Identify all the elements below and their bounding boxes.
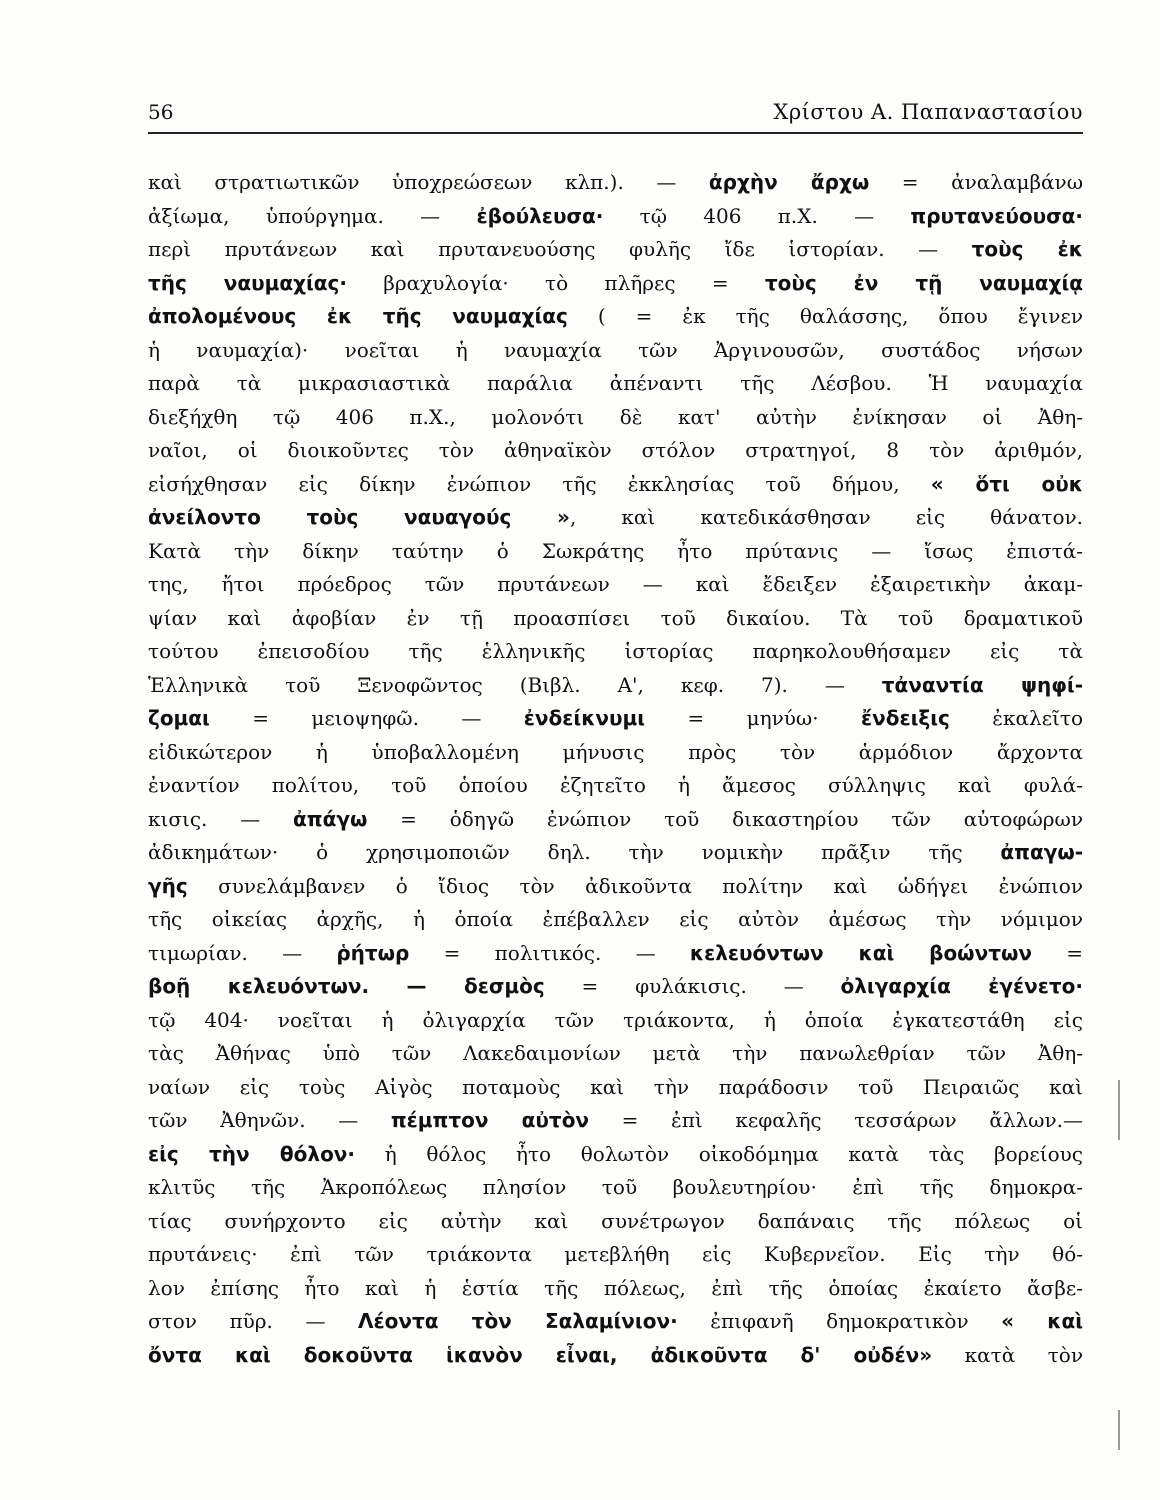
text-run: τούτου ἐπεισοδίου τῆς ἑλληνικῆς ἱστορίας παρηκολουθήσαμεν εἰς τὰ [148,639,1083,663]
lemma-term: τοὺς ἐκ [971,237,1083,261]
text-line [148,1339,1083,1373]
text-run: ἐκαλεῖτο [949,706,1083,730]
text-line [148,401,1083,435]
text-run: καὶ στρατιωτικῶν ὑποχρεώσεων κλπ.). — [148,170,709,194]
text-run: ( = ἐκ τῆς θαλάσσης, ὅπου ἔγινεν [567,304,1083,328]
text-line [148,702,1083,736]
text-run: τῶν Ἀθηνῶν. — [148,1108,391,1132]
scan-edge-mark [1118,1080,1120,1140]
text-line [148,1104,1083,1138]
text-line [148,200,1083,234]
text-line [148,1272,1083,1306]
lemma-term: εἰς τὴν θόλον· [148,1141,356,1166]
text-line [148,602,1083,636]
text-run: = [1031,940,1083,965]
text-run: = ἀναλαμβάνω [869,170,1083,194]
text-run: = φυλάκισις. — [544,974,841,998]
lemma-term: τοὺς ἐν τῇ ναυμαχίᾳ [764,270,1083,295]
text-run: ἡ ναυμαχία)· νοεῖται ἡ ναυμαχία τῶν Ἀργινουσῶν, συστάδος νήσων [148,337,1083,362]
text-line [148,166,1083,200]
lemma-term: ζομαι [148,706,210,730]
lemma-term: ἀρχὴν ἄρχω [708,170,870,194]
text-line [148,1037,1083,1071]
text-line [148,769,1083,803]
lemma-term: βοῇ κελευόντων. — δεσμὸς [148,974,545,998]
text-line [148,635,1083,669]
text-line [148,501,1083,535]
text-line [148,1004,1083,1038]
text-run: τῆς οἰκείας ἀρχῆς, ἡ ὁποία ἐπέβαλλεν εἰς αὐτὸν ἀμέσως τὴν νόμιμον [148,907,1083,931]
lemma-term: ῥήτωρ [336,940,410,965]
page-header [148,98,1083,134]
text-line [148,669,1083,703]
text-run: ἡ θόλος ἦτο θολωτὸν οἰκοδόμημα κατὰ τὰς βορείους [355,1141,1083,1166]
lemma-term: Λέοντα τὸν Σαλαμίνιον· [358,1309,678,1333]
text-run: βραχυλογία· τὸ πλῆρες = [346,270,765,295]
text-line [148,1138,1083,1172]
lemma-term: « καὶ [1001,1309,1083,1333]
lemma-term: ἀνείλοντο τοὺς ναυαγούς » [148,505,570,529]
text-run: , καὶ κατεδικάσθησαν εἰς θάνατον. [569,505,1083,529]
text-run: ἐναντίον πολίτου, τοῦ ὁποίου ἐζητεῖτο ἡ ἄμεσος σύλληψις καὶ φυλά- [148,773,1083,797]
text-run: ἐπιφανῆ δημοκρατικὸν [677,1309,1002,1333]
scan-edge-mark [1118,1410,1120,1450]
text-run: εἰδικώτερον ἡ ὑποβαλλομένη μήνυσις πρὸς τὸν ἁρμόδιον ἄρχοντα [148,739,1083,764]
text-line [148,970,1083,1004]
text-run: = πολιτικός. — [409,940,690,965]
text-run: στον πῦρ. — [148,1309,359,1333]
text-line [148,1305,1083,1339]
text-run: λον ἐπίσης ἦτο καὶ ἡ ἑστία τῆς πόλεως, ἐπὶ τῆς ὁποίας ἐκαίετο ἄσβε- [148,1275,1083,1300]
text-run: παρὰ τὰ μικρασιαστικὰ παράλια ἀπέναντι τῆς Λέσβου. Ἡ ναυμαχία [148,371,1083,395]
text-line [148,535,1083,569]
lemma-term: ἀπολομένους ἐκ τῆς ναυμαχίας [148,304,568,328]
text-run: τῷ 406 π.Χ. — [603,203,911,228]
lemma-term: πρυτανεύουσα· [910,203,1083,228]
page-number: 56 [148,100,174,124]
text-run: = ὁδηγῶ ἐνώπιον τοῦ δικαστηρίου τῶν αὐτοφώρων [367,806,1083,831]
text-run: = μειοψηφῶ. — [209,706,524,730]
text-run: κλιτῦς τῆς Ἀκροπόλεως πλησίον τοῦ βουλευτηρίου· ἐπὶ τῆς δημοκρα- [148,1175,1083,1199]
text-run: πρυτάνεις· ἐπὶ τῶν τριάκοντα μετεβλήθη εἰς Κυβερνεῖον. Εἰς τὴν θό- [148,1242,1083,1266]
lemma-term: ἔνδειξις [860,706,950,730]
lemma-term: ἀπαγω- [1000,840,1083,864]
text-run: τὰς Ἀθήνας ὑπὸ τῶν Λακεδαιμονίων μετὰ τὴν πανωλεθρίαν τῶν Ἀθη- [148,1041,1083,1065]
text-line [148,568,1083,602]
text-run: Ἑλληνικὰ τοῦ Ξενοφῶντος (Βιβλ. Α', κεφ. 7). — [148,672,882,697]
text-line [148,1238,1083,1272]
text-line [148,903,1083,937]
commentary-text [148,166,1083,1372]
text-run: = ἐπὶ κεφαλῆς τεσσάρων ἄλλων.— [589,1108,1083,1132]
text-run: ἀξίωμα, ὑπούργημα. — [148,203,477,228]
lemma-term: ἐβούλευσα· [476,203,604,228]
text-run: = μηνύω· [645,706,861,730]
text-line [148,1171,1083,1205]
text-run: συνελάμβανεν ὁ ἴδιος τὸν ἀδικοῦντα πολίτην καὶ ὡδήγει ἐνώπιον [187,873,1083,898]
lemma-term: τῆς ναυμαχίας· [148,270,347,295]
lemma-term: ἀπάγω [293,806,368,831]
text-line [148,870,1083,904]
text-line [148,468,1083,502]
text-line [148,300,1083,334]
text-run: τιμωρίαν. — [148,940,337,965]
lemma-term: πέμπτον αὐτὸν [390,1108,590,1132]
text-line [148,736,1083,770]
lemma-term: γῆς [148,873,188,898]
text-line [148,267,1083,301]
running-head: Χρίστου Α. Παπαναστασίου [773,100,1083,124]
lemma-term: ἐνδείκνυμι [523,706,646,730]
text-line [148,334,1083,368]
text-line [148,803,1083,837]
text-line [148,233,1083,267]
lemma-term: « ὅτι οὐκ [930,471,1083,496]
text-line [148,367,1083,401]
text-run: κισις. — [148,806,294,831]
text-line [148,1071,1083,1105]
lemma-term: τἀναντία ψηφί- [881,672,1083,697]
lemma-term: ὄντα καὶ δοκοῦντα ἱκανὸν εἶναι, ἀδικοῦντα δ' οὐδέν» [148,1342,933,1367]
text-run: ψίαν καὶ ἀφοβίαν ἐν τῇ προασπίσει τοῦ δικαίου. Τὰ τοῦ δραματικοῦ [148,605,1083,630]
text-run: ναίων εἰς τοὺς Αἰγὸς ποταμοὺς καὶ τὴν παράδοσιν τοῦ Πειραιῶς καὶ [148,1074,1083,1099]
text-line [148,434,1083,468]
lemma-term: ὀλιγαρχία ἐγένετο· [840,974,1083,998]
text-line [148,836,1083,870]
text-run: τῷ 404· νοεῖται ἡ ὀλιγαρχία τῶν τριάκοντα, ἡ ὁποία ἐγκατεστάθη εἰς [148,1007,1083,1032]
lemma-term: κελευόντων καὶ βοώντων [689,940,1032,965]
text-run: κατὰ τὸν [932,1342,1083,1367]
text-line [148,1205,1083,1239]
text-run: εἰσήχθησαν εἰς δίκην ἐνώπιον τῆς ἐκκλησίας τοῦ δήμου, [148,471,931,496]
text-run: περὶ πρυτάνεων καὶ πρυτανευούσης φυλῆς ἴδε ἱστορίαν. — [148,237,972,261]
text-run: ναῖοι, οἱ διοικοῦντες τὸν ἀθηναϊκὸν στόλον στρατηγοί, 8 τὸν ἀριθμόν, [148,438,1083,462]
text-run: της, ἤτοι πρόεδρος τῶν πρυτάνεων — καὶ ἔδειξεν ἐξαιρετικὴν ἀκαμ- [148,572,1083,596]
text-run: ἀδικημάτων· ὁ χρησιμοποιῶν δηλ. τὴν νομικὴν πρᾶξιν τῆς [148,840,1001,864]
text-run: τίας συνήρχοντο εἰς αὐτὴν καὶ συνέτρωγον δαπάναις τῆς πόλεως οἱ [148,1208,1083,1233]
text-line [148,937,1083,971]
text-run: Κατὰ τὴν δίκην ταύτην ὁ Σωκράτης ἦτο πρύτανις — ἴσως ἐπιστά- [148,538,1083,563]
text-run: διεξήχθη τῷ 406 π.Χ., μολονότι δὲ κατ' αὐτὴν ἐνίκησαν οἱ Ἀθη- [148,404,1083,429]
